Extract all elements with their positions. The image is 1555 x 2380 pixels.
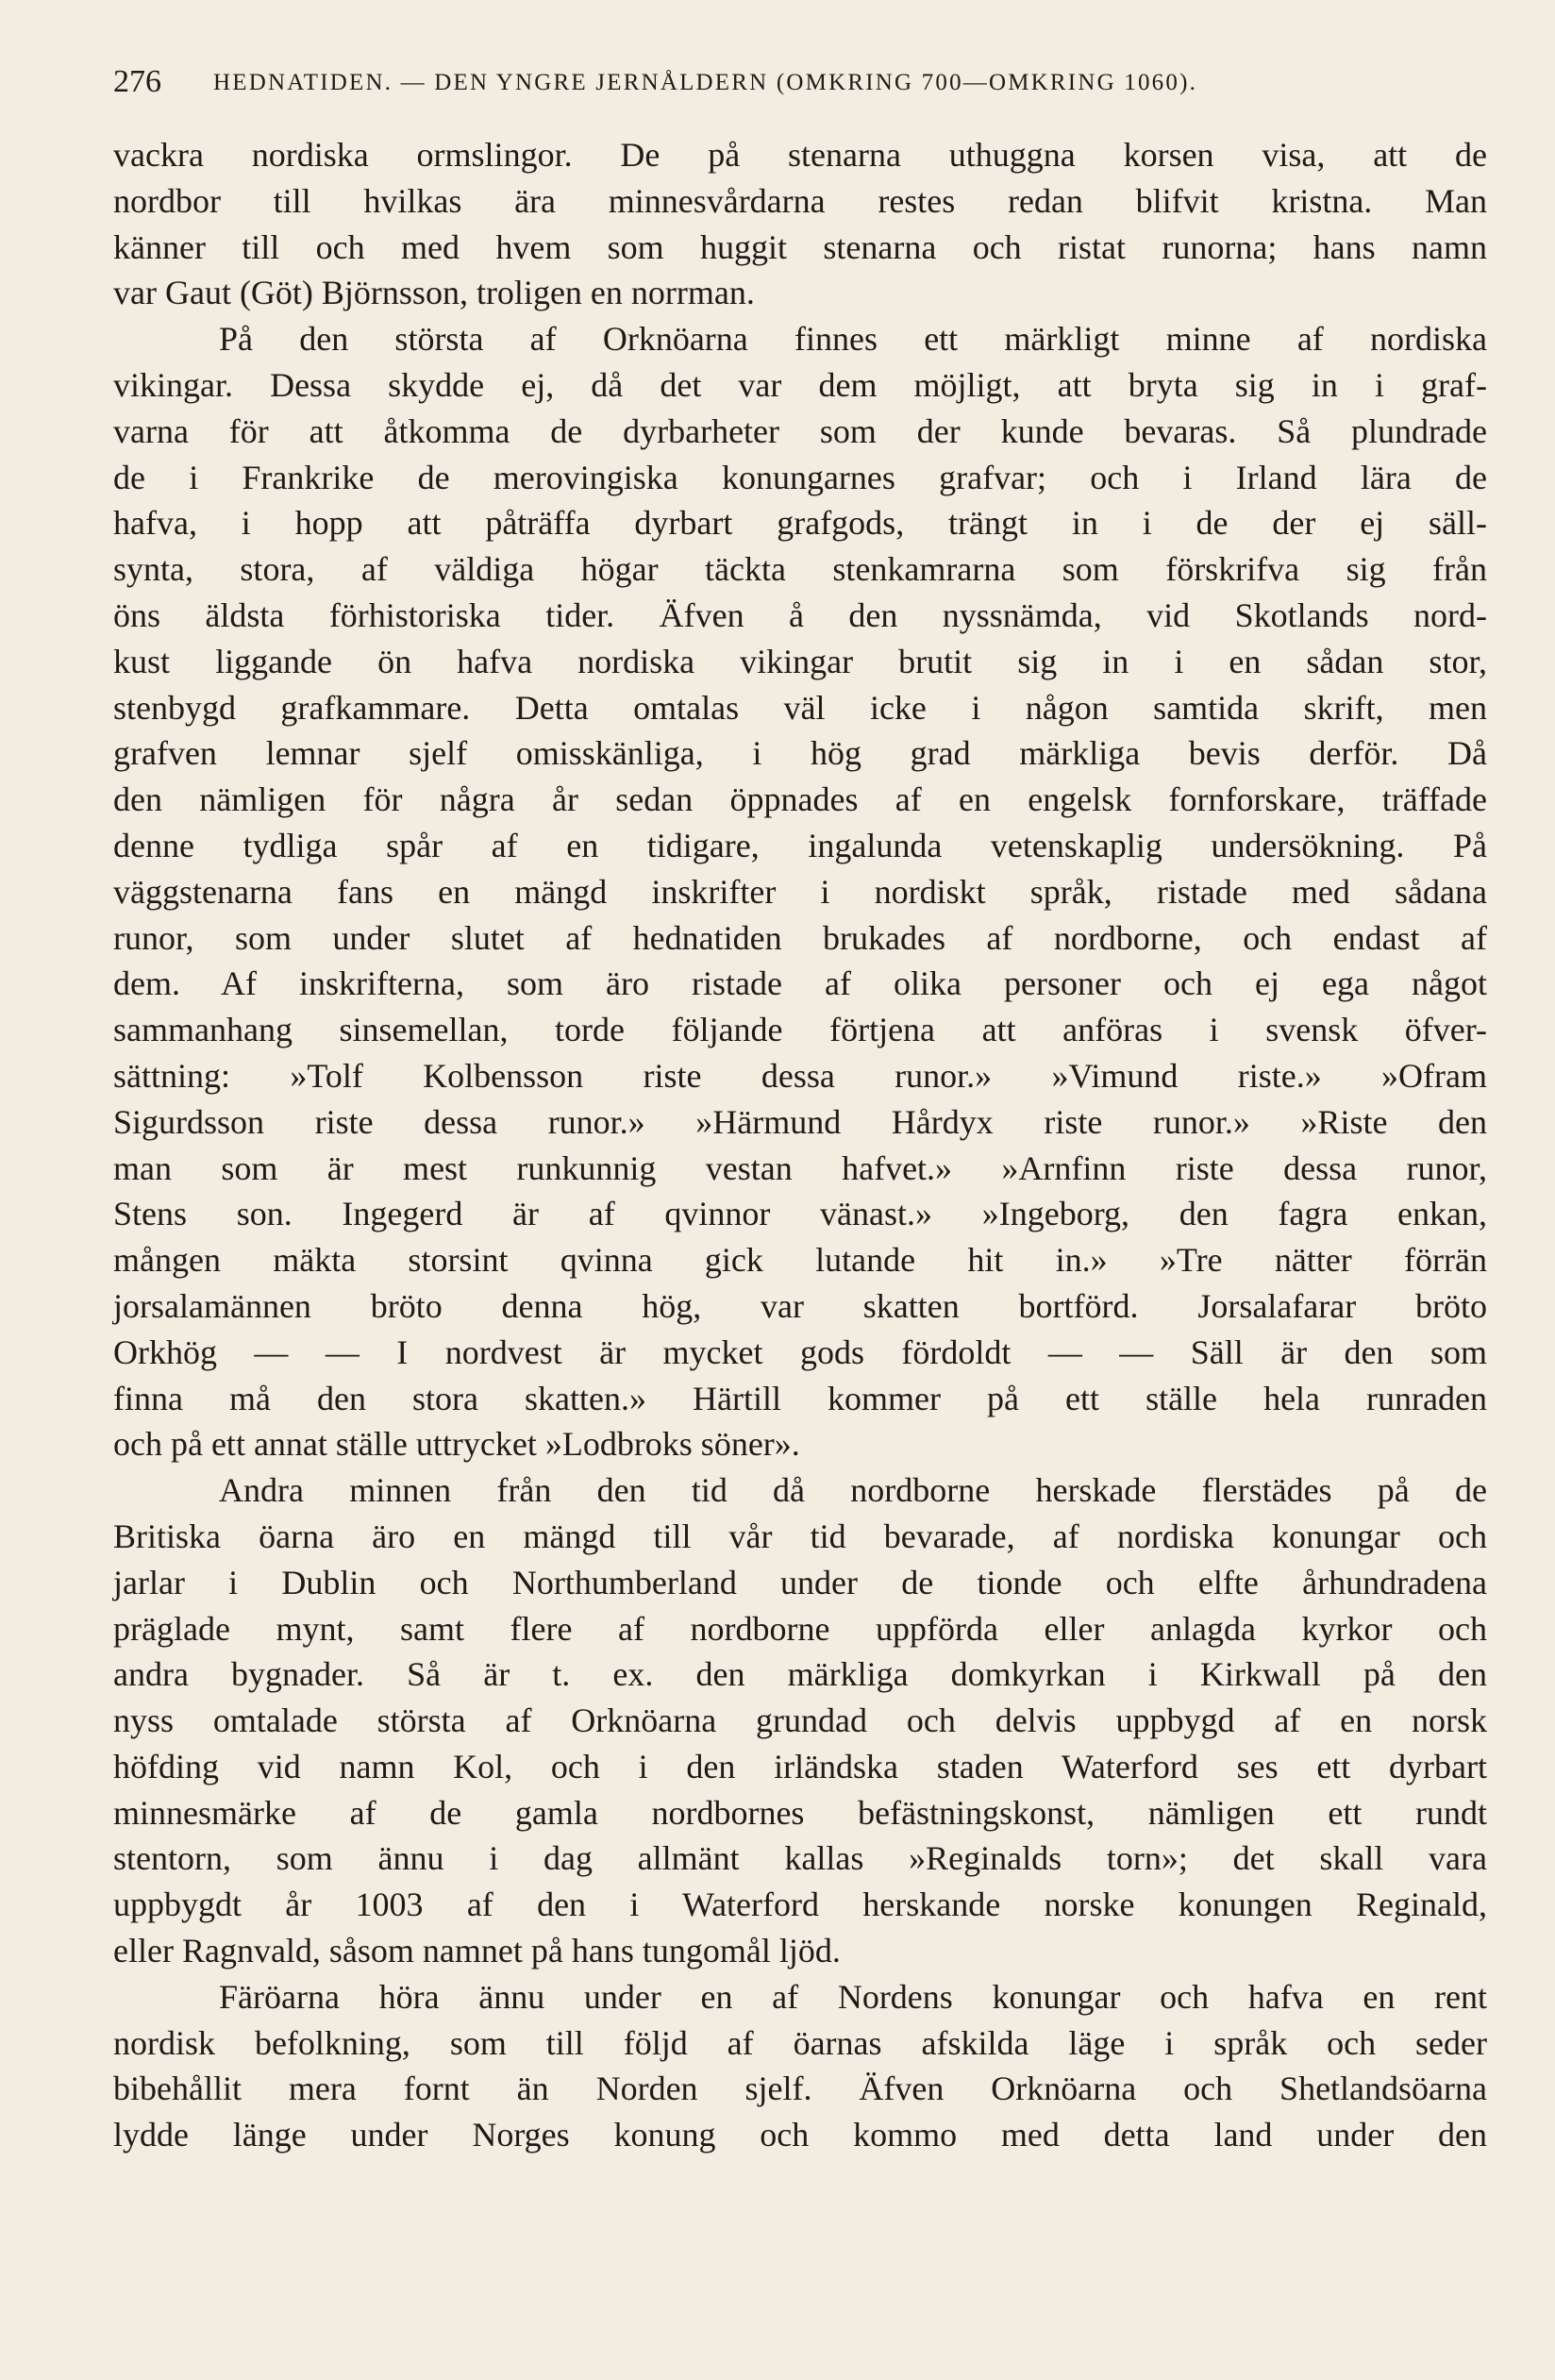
text-line: de i Frankrike de merovingiska konungarnes grafvar; och i Irland lära de <box>113 458 1487 496</box>
running-head-title: HEDNATIDEN. — DEN YNGRE JERNÅLDERN (OMKRING 700—OMKRING 1060). <box>213 70 1198 95</box>
text-line: vikingar. Dessa skydde ej, då det var dem möjligt, att bryta sig in i graf- <box>113 365 1487 404</box>
text-line: finna må den stora skatten.» Härtill kommer på ett ställe hela runraden <box>113 1379 1487 1417</box>
text-line: mången mäkta storsint qvinna gick lutande hit in.» »Tre nätter förrän <box>113 1241 1487 1280</box>
text-line: denne tydliga spår af en tidigare, ingalunda vetenskaplig undersökning. På <box>113 826 1487 864</box>
text-line: grafven lemnar sjelf omisskänliga, i hög grad märkliga bevis derför. Då <box>113 734 1487 773</box>
text-line: nordbor till hvilkas ära minnesvårdarna restes redan blifvit kristna. Man <box>113 181 1487 220</box>
page-number: 276 <box>113 64 161 99</box>
text-line: bibehållit mera fornt än Norden sjelf. Äfven Orknöarna och Shetlandsöarna <box>113 2070 1487 2108</box>
text-line: varna för att åtkomma de dyrbarheter som der kunde bevaras. Så plundrade <box>113 411 1487 450</box>
text-line: Andra minnen från den tid då nordborne herskade flerstädes på de <box>219 1471 1487 1510</box>
text-line: kust liggande ön hafva nordiska vikingar brutit sig in i en sådan stor, <box>113 642 1487 680</box>
text-line: jarlar i Dublin och Northumberland under de tionde och elfte århundradena <box>113 1563 1487 1601</box>
text-line: Stens son. Ingegerd är af qvinnor vänast.» »Ingeborg, den fagra enkan, <box>113 1195 1487 1233</box>
text-line: Britiska öarna äro en mängd till vår tid bevarade, af nordiska konungar och <box>113 1517 1487 1555</box>
text-line: sättning: »Tolf Kolbensson riste dessa runor.» »Vimund riste.» »Ofram <box>113 1056 1487 1095</box>
book-page <box>113 59 1487 2158</box>
text-line: På den största af Orknöarna finnes ett märkligt minne af nordiska <box>219 320 1487 359</box>
body-text <box>113 132 1487 2158</box>
text-line: hafva, i hopp att påträffa dyrbart grafgods, trängt in i de der ej säll- <box>113 504 1487 543</box>
text-line: uppbygdt år 1003 af den i Waterford herskande norske konungen Reginald, <box>113 1886 1487 1924</box>
text-line: minnesmärke af de gamla nordbornes befästningskonst, nämligen ett rundt <box>113 1793 1487 1832</box>
text-line: öns äldsta förhistoriska tider. Äfven å den nyssnämda, vid Skotlands nord- <box>113 595 1487 634</box>
text-line: Sigurdsson riste dessa runor.» »Härmund Hårdyx riste runor.» »Riste den <box>113 1102 1487 1141</box>
text-line: den nämligen för några år sedan öppnades af en engelsk fornforskare, träffade <box>113 780 1487 819</box>
text-line: var Gaut (Göt) Björnsson, troligen en norrman. <box>113 274 755 312</box>
text-line: dem. Af inskrifterna, som äro ristade af olika personer och ej ega något <box>113 964 1487 1003</box>
text-line: andra bygnader. Så är t. ex. den märkliga domkyrkan i Kirkwall på den <box>113 1655 1487 1694</box>
text-line: runor, som under slutet af hednatiden brukades af nordborne, och endast af <box>113 918 1487 957</box>
text-line: man som är mest runkunnig vestan hafvet.» »Arnfinn riste dessa runor, <box>113 1148 1487 1187</box>
text-line: sammanhang sinsemellan, torde följande förtjena att anföras i svensk öfver- <box>113 1011 1487 1049</box>
text-line: nyss omtalade största af Orknöarna grundad och delvis uppbygd af en norsk <box>113 1701 1487 1740</box>
running-head <box>113 59 1487 113</box>
text-line: präglade mynt, samt flere af nordborne uppförda eller anlagda kyrkor och <box>113 1609 1487 1648</box>
text-line: väggstenarna fans en mängd inskrifter i nordiskt språk, ristade med sådana <box>113 872 1487 911</box>
text-line: höfding vid namn Kol, och i den irländska staden Waterford ses ett dyrbart <box>113 1747 1487 1785</box>
text-line: synta, stora, af väldiga högar täckta stenkamrarna som förskrifva sig från <box>113 550 1487 589</box>
text-line: Orkhög — — I nordvest är mycket gods fördoldt — — Säll är den som <box>113 1332 1487 1371</box>
text-line: vackra nordiska ormslingor. De på stenarna uthuggna korsen visa, att de <box>113 136 1487 174</box>
text-line: nordisk befolkning, som till följd af öarnas afskilda läge i språk och seder <box>113 2023 1487 2062</box>
text-line: lydde länge under Norges konung och kommo med detta land under den <box>113 2116 1487 2154</box>
text-line: Färöarna höra ännu under en af Nordens konungar och hafva en rent <box>219 1977 1487 2016</box>
text-line: och på ett annat ställe uttrycket »Lodbroks söner». <box>113 1425 800 1464</box>
text-line: stentorn, som ännu i dag allmänt kallas »Reginalds torn»; det skall vara <box>113 1839 1487 1878</box>
text-line: eller Ragnvald, såsom namnet på hans tungomål ljöd. <box>113 1932 841 1970</box>
text-line: stenbygd grafkammare. Detta omtalas väl icke i någon samtida skrift, men <box>113 688 1487 727</box>
text-line: jorsalamännen bröto denna hög, var skatten bortförd. Jorsalafarar bröto <box>113 1286 1487 1325</box>
text-line: känner till och med hvem som huggit stenarna och ristat runorna; hans namn <box>113 227 1487 266</box>
